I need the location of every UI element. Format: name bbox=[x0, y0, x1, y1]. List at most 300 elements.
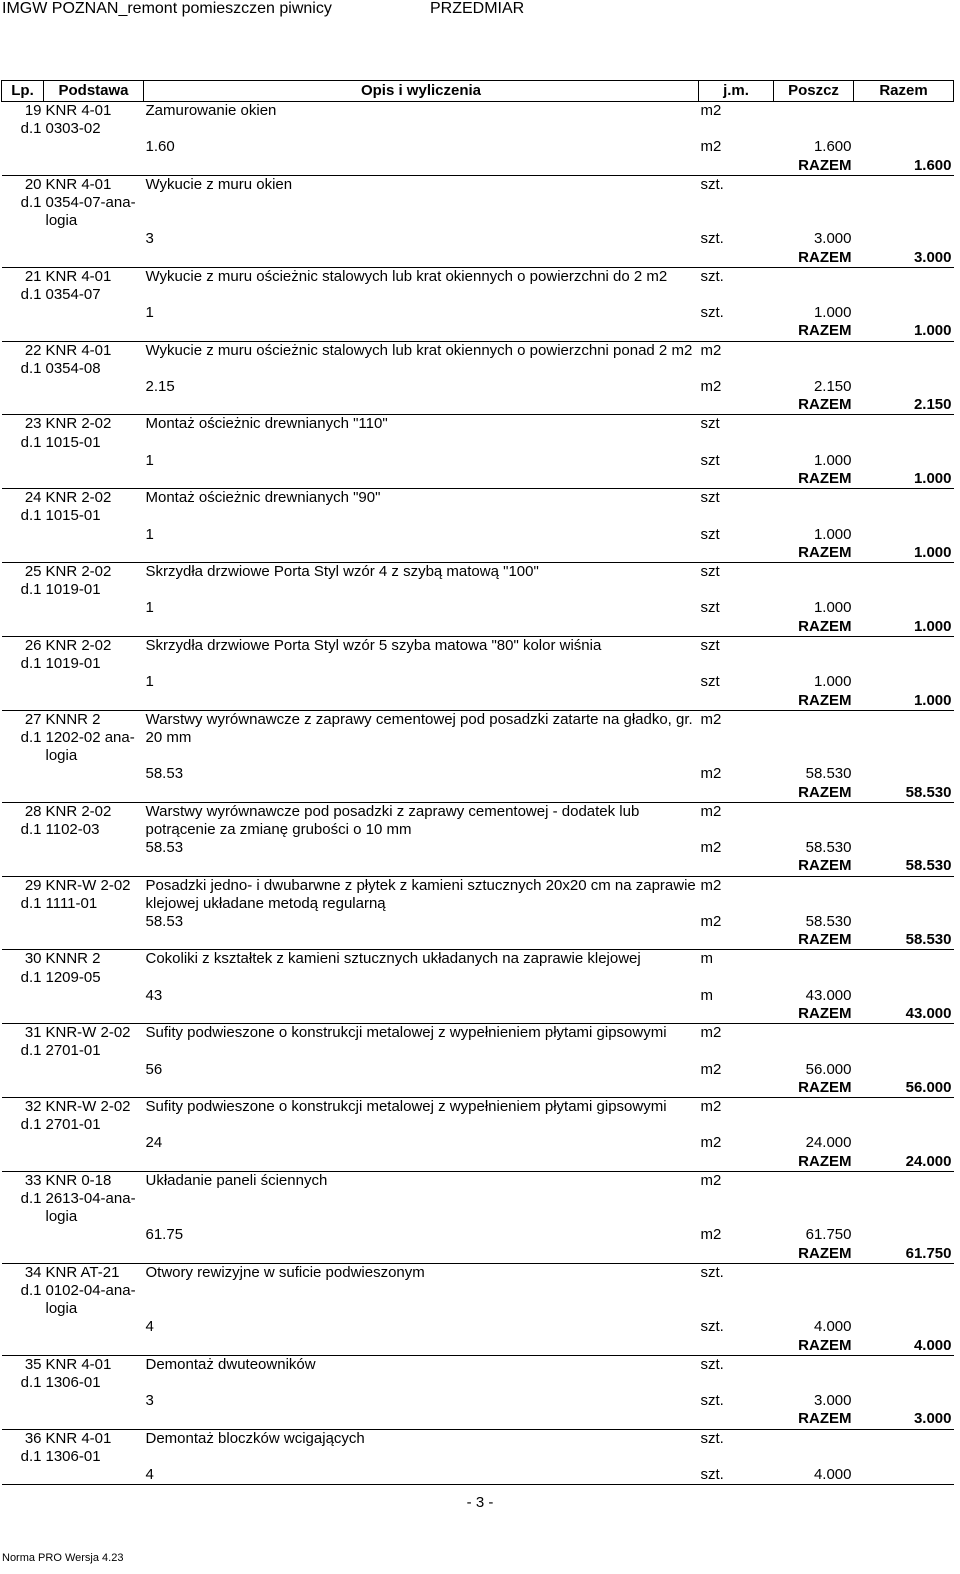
item-empty bbox=[144, 747, 699, 765]
item-empty bbox=[44, 1226, 144, 1244]
item-empty bbox=[854, 1042, 954, 1060]
item-empty bbox=[699, 784, 774, 803]
total-row bbox=[2, 470, 954, 489]
total-label: RAZEM bbox=[774, 322, 854, 341]
calc-expression: 61.75 bbox=[145, 1226, 184, 1244]
item-empty bbox=[774, 895, 854, 913]
item-empty bbox=[2, 304, 44, 322]
table-row bbox=[2, 563, 954, 582]
table-header bbox=[2, 81, 954, 102]
item-empty bbox=[699, 360, 774, 378]
item-empty bbox=[699, 194, 774, 212]
item-empty bbox=[44, 931, 144, 950]
item-empty bbox=[854, 1448, 954, 1466]
item-empty bbox=[44, 544, 144, 563]
item-basis-line2: 1102-03 bbox=[45, 820, 100, 838]
item-empty bbox=[774, 1171, 854, 1190]
item-empty bbox=[44, 784, 144, 803]
calc-expression: 1 bbox=[145, 599, 154, 617]
item-empty bbox=[854, 895, 954, 913]
item-number: 23 bbox=[24, 415, 42, 433]
calc-quantity: 3.000 bbox=[813, 230, 852, 248]
item-empty bbox=[774, 969, 854, 987]
table-row bbox=[2, 1263, 954, 1282]
item-empty bbox=[774, 489, 854, 508]
item-empty bbox=[854, 1208, 954, 1226]
item-description: Demontaż dwuteowników bbox=[145, 1355, 316, 1373]
item-empty bbox=[774, 1024, 854, 1043]
item-empty bbox=[2, 913, 44, 931]
item-empty bbox=[2, 765, 44, 783]
item-empty bbox=[854, 1226, 954, 1244]
item-empty bbox=[699, 692, 774, 711]
item-number: 31 bbox=[24, 1024, 42, 1042]
calc-unit: szt. bbox=[700, 1318, 724, 1336]
item-basis: KNR-W 2-02 bbox=[45, 1097, 131, 1115]
item-number: 27 bbox=[24, 710, 42, 728]
item-empty bbox=[854, 526, 954, 544]
item-basis: KNR AT-21 bbox=[45, 1263, 120, 1281]
calc-row bbox=[2, 1466, 954, 1484]
item-number: 30 bbox=[24, 950, 42, 968]
item-basis: KNNR 2 bbox=[45, 950, 101, 968]
item-basis: KNNR 2 bbox=[45, 710, 101, 728]
page-number: - 3 - bbox=[466, 1494, 494, 1511]
item-basis: KNR 2-02 bbox=[45, 489, 112, 507]
item-empty bbox=[774, 1282, 854, 1300]
item-empty bbox=[854, 507, 954, 525]
calc-unit: m2 bbox=[700, 378, 722, 396]
item-empty bbox=[44, 138, 144, 156]
item-empty bbox=[2, 618, 44, 637]
table-row bbox=[2, 1171, 954, 1190]
item-number: 32 bbox=[24, 1097, 42, 1115]
item-empty bbox=[144, 157, 699, 176]
item-empty bbox=[774, 267, 854, 286]
item-empty bbox=[44, 599, 144, 617]
item-number: 24 bbox=[24, 489, 42, 507]
total-row bbox=[2, 322, 954, 341]
item-empty bbox=[144, 692, 699, 711]
item-empty bbox=[854, 286, 954, 304]
item-empty bbox=[144, 931, 699, 950]
table-row bbox=[2, 950, 954, 969]
item-basis-line3: logia bbox=[45, 1208, 78, 1226]
total-label: RAZEM bbox=[774, 692, 854, 711]
item-unit: szt bbox=[700, 415, 720, 433]
item-number: 22 bbox=[24, 341, 42, 359]
item-empty bbox=[774, 1190, 854, 1208]
total-label: RAZEM bbox=[774, 1337, 854, 1356]
item-unit: m2 bbox=[700, 341, 722, 359]
calc-quantity: 56.000 bbox=[805, 1060, 852, 1078]
calc-unit: m bbox=[700, 986, 713, 1004]
total-value: 1.000 bbox=[854, 618, 954, 637]
item-empty bbox=[854, 636, 954, 655]
item-number: 29 bbox=[24, 876, 42, 894]
table-row-sub bbox=[2, 1300, 954, 1318]
item-empty bbox=[2, 1392, 44, 1410]
calc-unit: szt bbox=[700, 599, 720, 617]
item-unit: m2 bbox=[700, 876, 722, 894]
calc-quantity: 24.000 bbox=[805, 1134, 852, 1152]
item-empty bbox=[774, 175, 854, 194]
item-empty bbox=[854, 267, 954, 286]
item-basis-line3: logia bbox=[45, 212, 78, 230]
item-empty bbox=[44, 249, 144, 268]
item-empty bbox=[854, 360, 954, 378]
calc-row bbox=[2, 378, 954, 396]
table-row bbox=[2, 1024, 954, 1043]
item-basis: KNR 4-01 bbox=[45, 175, 112, 193]
table-body bbox=[2, 102, 954, 1485]
item-empty bbox=[2, 1061, 44, 1079]
item-sub-number: d.1 bbox=[20, 359, 42, 377]
item-empty bbox=[2, 1484, 44, 1485]
item-sub-number: d.1 bbox=[20, 1116, 42, 1134]
item-empty bbox=[854, 1374, 954, 1392]
item-basis: KNR 4-01 bbox=[45, 1355, 112, 1373]
calc-quantity: 43.000 bbox=[805, 986, 852, 1004]
item-basis: KNR 2-02 bbox=[45, 415, 112, 433]
header-jm: j.m. bbox=[699, 81, 774, 102]
calc-row bbox=[2, 765, 954, 783]
item-empty bbox=[854, 969, 954, 987]
item-empty bbox=[699, 1005, 774, 1024]
item-empty bbox=[44, 765, 144, 783]
cost-estimate-table bbox=[1, 80, 954, 1485]
item-empty bbox=[854, 120, 954, 138]
calc-unit: m2 bbox=[700, 138, 722, 156]
item-empty bbox=[2, 544, 44, 563]
calc-unit: m2 bbox=[700, 1060, 722, 1078]
item-empty bbox=[854, 175, 954, 194]
item-empty bbox=[854, 378, 954, 396]
total-label: RAZEM bbox=[774, 157, 854, 176]
total-value: 1.000 bbox=[854, 470, 954, 489]
total-label: RAZEM bbox=[774, 1005, 854, 1024]
item-sub-number: d.1 bbox=[20, 968, 42, 986]
total-label: RAZEM bbox=[774, 784, 854, 803]
item-empty bbox=[699, 931, 774, 950]
calc-quantity: 61.750 bbox=[805, 1226, 852, 1244]
item-empty bbox=[44, 1134, 144, 1152]
item-empty bbox=[854, 710, 954, 729]
item-empty bbox=[699, 1337, 774, 1356]
calc-expression: 58.53 bbox=[145, 912, 184, 930]
item-basis-line2: 2701-01 bbox=[45, 1042, 101, 1060]
table-row bbox=[2, 1429, 954, 1448]
total-value: 4.000 bbox=[854, 1337, 954, 1356]
item-empty bbox=[44, 692, 144, 711]
item-number: 35 bbox=[24, 1355, 42, 1373]
item-empty bbox=[44, 470, 144, 489]
item-empty bbox=[774, 563, 854, 582]
item-basis: KNR 2-02 bbox=[45, 563, 112, 581]
item-empty bbox=[2, 212, 44, 230]
table-row bbox=[2, 489, 954, 508]
item-empty bbox=[699, 1245, 774, 1264]
calc-expression: 4 bbox=[145, 1466, 154, 1484]
total-row bbox=[2, 784, 954, 803]
item-description: Sufity podwieszone o konstrukcji metalowej z wypełnieniem płytami gipsowymi bbox=[145, 1024, 667, 1042]
total-value: 61.750 bbox=[854, 1245, 954, 1264]
item-sub-number: d.1 bbox=[20, 820, 42, 838]
item-basis-line2: 1015-01 bbox=[45, 433, 101, 451]
item-sub-number: d.1 bbox=[20, 894, 42, 912]
item-empty bbox=[854, 765, 954, 783]
item-empty bbox=[699, 249, 774, 268]
item-empty bbox=[2, 673, 44, 691]
item-empty bbox=[854, 304, 954, 322]
item-empty bbox=[2, 692, 44, 711]
item-empty bbox=[854, 747, 954, 765]
calc-unit: szt bbox=[700, 451, 720, 469]
item-sub-number: d.1 bbox=[20, 1189, 42, 1207]
item-empty bbox=[854, 673, 954, 691]
item-empty bbox=[44, 1484, 144, 1485]
item-empty bbox=[44, 378, 144, 396]
item-empty bbox=[854, 1355, 954, 1374]
item-basis-line2: 2701-01 bbox=[45, 1116, 101, 1134]
item-empty bbox=[699, 618, 774, 637]
calc-quantity: 1.000 bbox=[813, 304, 852, 322]
total-label: RAZEM bbox=[774, 931, 854, 950]
item-basis-line2: 1019-01 bbox=[45, 581, 101, 599]
item-unit: m2 bbox=[700, 710, 722, 728]
item-empty bbox=[2, 157, 44, 176]
item-number: 34 bbox=[24, 1263, 42, 1281]
item-empty bbox=[2, 839, 44, 857]
item-basis: KNR-W 2-02 bbox=[45, 1024, 131, 1042]
calc-row bbox=[2, 987, 954, 1005]
item-empty bbox=[144, 1484, 699, 1485]
item-empty bbox=[2, 138, 44, 156]
calc-quantity: 1.000 bbox=[813, 451, 852, 469]
total-row bbox=[2, 931, 954, 950]
total-label: RAZEM bbox=[774, 857, 854, 876]
item-empty bbox=[144, 1337, 699, 1356]
item-empty bbox=[774, 729, 854, 747]
item-empty bbox=[774, 286, 854, 304]
total-row bbox=[2, 1410, 954, 1429]
item-description: Układanie paneli ściennych bbox=[145, 1171, 328, 1189]
item-unit: m2 bbox=[700, 102, 722, 119]
item-empty bbox=[774, 1355, 854, 1374]
item-empty bbox=[144, 322, 699, 341]
total-row bbox=[2, 1153, 954, 1172]
calc-unit: m2 bbox=[700, 839, 722, 857]
calc-quantity: 58.530 bbox=[805, 912, 852, 930]
item-empty bbox=[44, 1005, 144, 1024]
calc-unit: szt bbox=[700, 673, 720, 691]
total-row bbox=[2, 1079, 954, 1098]
item-empty bbox=[774, 434, 854, 452]
item-empty bbox=[854, 1300, 954, 1318]
item-empty bbox=[699, 821, 774, 839]
item-empty bbox=[2, 1208, 44, 1226]
item-empty bbox=[774, 360, 854, 378]
item-sub-number: d.1 bbox=[20, 581, 42, 599]
item-basis: KNR 2-02 bbox=[45, 636, 112, 654]
item-unit: szt. bbox=[700, 1263, 724, 1281]
calc-unit: szt bbox=[700, 525, 720, 543]
item-empty bbox=[144, 544, 699, 563]
item-empty bbox=[774, 1448, 854, 1466]
item-basis: KNR 4-01 bbox=[45, 1429, 112, 1447]
item-empty bbox=[854, 452, 954, 470]
item-empty bbox=[144, 1005, 699, 1024]
item-unit: szt. bbox=[700, 175, 724, 193]
calc-expression: 3 bbox=[145, 1392, 154, 1410]
item-basis-line2: 1015-01 bbox=[45, 507, 101, 525]
item-basis-line2: 2613-04-ana- bbox=[45, 1189, 136, 1207]
item-number: 21 bbox=[24, 267, 42, 285]
total-value: 58.530 bbox=[854, 857, 954, 876]
header-poszcz: Poszcz bbox=[774, 81, 854, 102]
item-unit: szt bbox=[700, 489, 720, 507]
item-empty bbox=[854, 1484, 954, 1485]
total-value: 1.000 bbox=[854, 322, 954, 341]
item-unit: szt. bbox=[700, 1355, 724, 1373]
item-empty bbox=[699, 1208, 774, 1226]
item-empty bbox=[44, 1079, 144, 1098]
calc-unit: m2 bbox=[700, 1226, 722, 1244]
item-basis: KNR 4-01 bbox=[45, 267, 112, 285]
item-empty bbox=[699, 857, 774, 876]
item-empty bbox=[2, 987, 44, 1005]
calc-row bbox=[2, 230, 954, 248]
calc-expression: 1 bbox=[145, 673, 154, 691]
item-empty bbox=[699, 544, 774, 563]
calc-row bbox=[2, 913, 954, 931]
item-empty bbox=[144, 784, 699, 803]
item-empty bbox=[854, 1263, 954, 1282]
header-lp: Lp. bbox=[2, 81, 44, 102]
item-empty bbox=[774, 821, 854, 839]
total-row bbox=[2, 1005, 954, 1024]
item-basis: KNR 4-01 bbox=[45, 102, 112, 119]
calc-quantity: 58.530 bbox=[805, 839, 852, 857]
item-empty bbox=[44, 157, 144, 176]
item-empty bbox=[854, 987, 954, 1005]
item-description: Montaż ościeżnic drewnianych "90" bbox=[145, 489, 381, 507]
item-empty bbox=[774, 1429, 854, 1448]
table-row bbox=[2, 876, 954, 895]
item-empty bbox=[699, 322, 774, 341]
item-unit: m2 bbox=[700, 1097, 722, 1115]
item-empty bbox=[699, 1079, 774, 1098]
page-header bbox=[0, 0, 960, 20]
item-empty bbox=[774, 1263, 854, 1282]
calc-quantity: 58.530 bbox=[805, 765, 852, 783]
item-empty bbox=[144, 1410, 699, 1429]
total-row bbox=[2, 1484, 954, 1485]
item-empty bbox=[2, 1245, 44, 1264]
table-row-sub bbox=[2, 212, 954, 230]
item-empty bbox=[854, 102, 954, 121]
item-empty bbox=[774, 710, 854, 729]
calc-quantity: 4.000 bbox=[813, 1466, 852, 1484]
item-sub-number: d.1 bbox=[20, 194, 42, 212]
item-sub-number: d.1 bbox=[20, 1447, 42, 1465]
item-empty bbox=[774, 212, 854, 230]
item-empty bbox=[2, 230, 44, 248]
calc-quantity: 1.000 bbox=[813, 599, 852, 617]
item-empty bbox=[144, 470, 699, 489]
total-row bbox=[2, 857, 954, 876]
item-empty bbox=[2, 1226, 44, 1244]
total-row bbox=[2, 396, 954, 415]
item-empty bbox=[44, 322, 144, 341]
item-empty bbox=[854, 1190, 954, 1208]
item-number: 25 bbox=[24, 563, 42, 581]
item-empty bbox=[854, 599, 954, 617]
item-basis-line3: logia bbox=[45, 747, 78, 765]
item-empty bbox=[44, 1061, 144, 1079]
item-empty bbox=[44, 1318, 144, 1336]
item-empty bbox=[2, 599, 44, 617]
item-empty bbox=[854, 1318, 954, 1336]
item-empty bbox=[44, 618, 144, 637]
item-empty bbox=[854, 1116, 954, 1134]
item-empty bbox=[699, 120, 774, 138]
item-empty bbox=[144, 1079, 699, 1098]
item-empty bbox=[774, 802, 854, 821]
item-empty bbox=[44, 1337, 144, 1356]
item-empty bbox=[854, 563, 954, 582]
total-label: RAZEM bbox=[774, 618, 854, 637]
calc-expression: 1 bbox=[145, 304, 154, 322]
item-empty bbox=[44, 230, 144, 248]
item-empty bbox=[774, 636, 854, 655]
item-basis: KNR 0-18 bbox=[45, 1171, 112, 1189]
item-empty bbox=[854, 341, 954, 360]
item-basis: KNR-W 2-02 bbox=[45, 876, 131, 894]
document-title: PRZEDMIAR bbox=[430, 0, 525, 17]
total-row bbox=[2, 544, 954, 563]
item-empty bbox=[854, 230, 954, 248]
item-empty bbox=[2, 931, 44, 950]
item-empty bbox=[854, 1282, 954, 1300]
total-value: 3.000 bbox=[854, 1410, 954, 1429]
item-empty bbox=[774, 507, 854, 525]
item-sub-number: d.1 bbox=[20, 286, 42, 304]
item-empty bbox=[699, 1282, 774, 1300]
item-number: 26 bbox=[24, 636, 42, 654]
table-row-sub bbox=[2, 1208, 954, 1226]
item-empty bbox=[144, 1208, 699, 1226]
item-empty bbox=[2, 322, 44, 341]
item-unit: m bbox=[700, 950, 713, 968]
item-empty bbox=[774, 1484, 854, 1485]
item-empty bbox=[144, 212, 699, 230]
total-value: 43.000 bbox=[854, 1005, 954, 1024]
calc-expression: 24 bbox=[145, 1134, 163, 1152]
item-basis-line2: 0354-08 bbox=[45, 359, 101, 377]
item-description: Wykucie z muru ościeżnic stalowych lub krat okiennych o powierzchni ponad 2 m2 bbox=[145, 341, 693, 359]
calc-expression: 2.15 bbox=[145, 378, 175, 396]
table-row bbox=[2, 415, 954, 434]
item-number: 33 bbox=[24, 1171, 42, 1189]
item-description: Warstwy wyrównawcze pod posadzki z zaprawy cementowej - dodatek lub potrącenie za zmianę grubości o 10 mm bbox=[145, 802, 640, 838]
item-empty bbox=[2, 857, 44, 876]
calc-unit: m2 bbox=[700, 912, 722, 930]
item-empty bbox=[144, 249, 699, 268]
item-basis-line2: 0354-07 bbox=[45, 286, 101, 304]
item-unit: m2 bbox=[700, 1171, 722, 1189]
item-empty bbox=[774, 1374, 854, 1392]
